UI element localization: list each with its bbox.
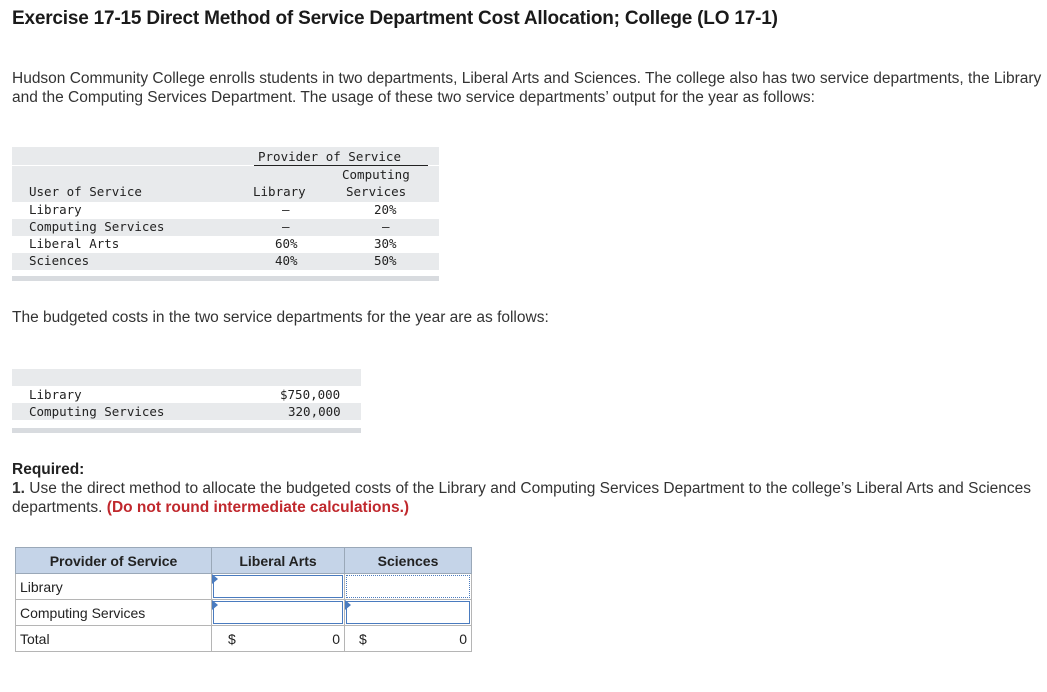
total-sciences-value: 0 — [459, 631, 467, 647]
col-computing-line2: Services — [346, 184, 407, 199]
usage-table — [12, 147, 439, 281]
usage-row-computing: 30% — [374, 236, 397, 251]
header-sciences: Sciences — [345, 548, 472, 574]
cost-row-value: $750,000 — [280, 387, 341, 402]
answer-row-computing — [16, 600, 472, 626]
cell-library-liberal-arts — [212, 574, 345, 600]
required-instruction — [12, 479, 1047, 517]
usage-row-computing: – — [382, 219, 390, 234]
answer-row-library — [16, 574, 472, 600]
costs-table — [12, 369, 361, 433]
group-header: Provider of Service — [258, 149, 401, 164]
usage-row-user: Liberal Arts — [29, 236, 120, 251]
col-user-of-service: User of Service — [29, 184, 142, 199]
cost-row-label: Computing Services — [29, 404, 165, 419]
col-library: Library — [253, 184, 306, 199]
budget-paragraph: The budgeted costs in the two service departments for the year are as follows: — [12, 309, 549, 326]
answer-row-total — [16, 626, 472, 652]
cell-library-sciences — [345, 574, 472, 600]
usage-row-computing: 20% — [374, 202, 397, 217]
row-label: Library — [16, 574, 212, 600]
answer-table — [15, 547, 472, 652]
computing-liberal-arts-input[interactable] — [213, 601, 343, 624]
usage-row-user: Sciences — [29, 253, 90, 268]
rounding-warning: (Do not round intermediate calculations.) — [106, 499, 410, 516]
costs-header-band — [12, 369, 361, 386]
usage-row-library: 60% — [275, 236, 298, 251]
usage-row-library: 40% — [275, 253, 298, 268]
currency-symbol: $ — [228, 631, 236, 647]
currency-symbol: $ — [359, 631, 367, 647]
required-text: Use the direct method to allocate the budgeted costs of the Library and Computing Services Department to the college’s Liberal Arts and Sciences departments. — [12, 480, 1031, 516]
input-marker-icon — [212, 574, 218, 584]
usage-row-computing: 50% — [374, 253, 397, 268]
header-provider: Provider of Service — [16, 548, 212, 574]
required-number: 1. — [12, 480, 25, 497]
cell-total-liberal-arts — [212, 626, 345, 652]
required-section — [12, 460, 1047, 517]
row-label: Total — [16, 626, 212, 652]
usage-row-user: Computing Services — [29, 219, 165, 234]
required-label: Required: — [12, 461, 85, 478]
usage-row-user: Library — [29, 202, 82, 217]
total-liberal-arts-value: 0 — [332, 631, 340, 647]
usage-row-library: – — [282, 219, 290, 234]
intro-paragraph: Hudson Community College enrolls students in two departments, Liberal Arts and Sciences. The college also has two service departments, the Library and the Computing Services Department. The usage of these two service departments’ output for the year as follows: — [12, 70, 1042, 106]
table-footer-band — [12, 276, 439, 281]
input-marker-icon — [212, 600, 218, 610]
row-label: Computing Services — [16, 600, 212, 626]
col-computing-line1: Computing — [342, 167, 410, 182]
input-marker-icon — [345, 600, 351, 610]
library-sciences-input[interactable] — [346, 575, 470, 598]
cost-row-label: Library — [29, 387, 82, 402]
cell-computing-sciences — [345, 600, 472, 626]
computing-sciences-input[interactable] — [346, 601, 470, 624]
cell-total-sciences — [345, 626, 472, 652]
cost-row-value: 320,000 — [288, 404, 341, 419]
answer-header-row — [16, 548, 472, 574]
page-title: Exercise 17-15 Direct Method of Service Department Cost Allocation; College (LO 17-1) — [12, 8, 778, 29]
usage-row-library: – — [282, 202, 290, 217]
costs-footer-band — [12, 428, 361, 433]
cell-computing-liberal-arts — [212, 600, 345, 626]
library-liberal-arts-input[interactable] — [213, 575, 343, 598]
header-liberal-arts: Liberal Arts — [212, 548, 345, 574]
